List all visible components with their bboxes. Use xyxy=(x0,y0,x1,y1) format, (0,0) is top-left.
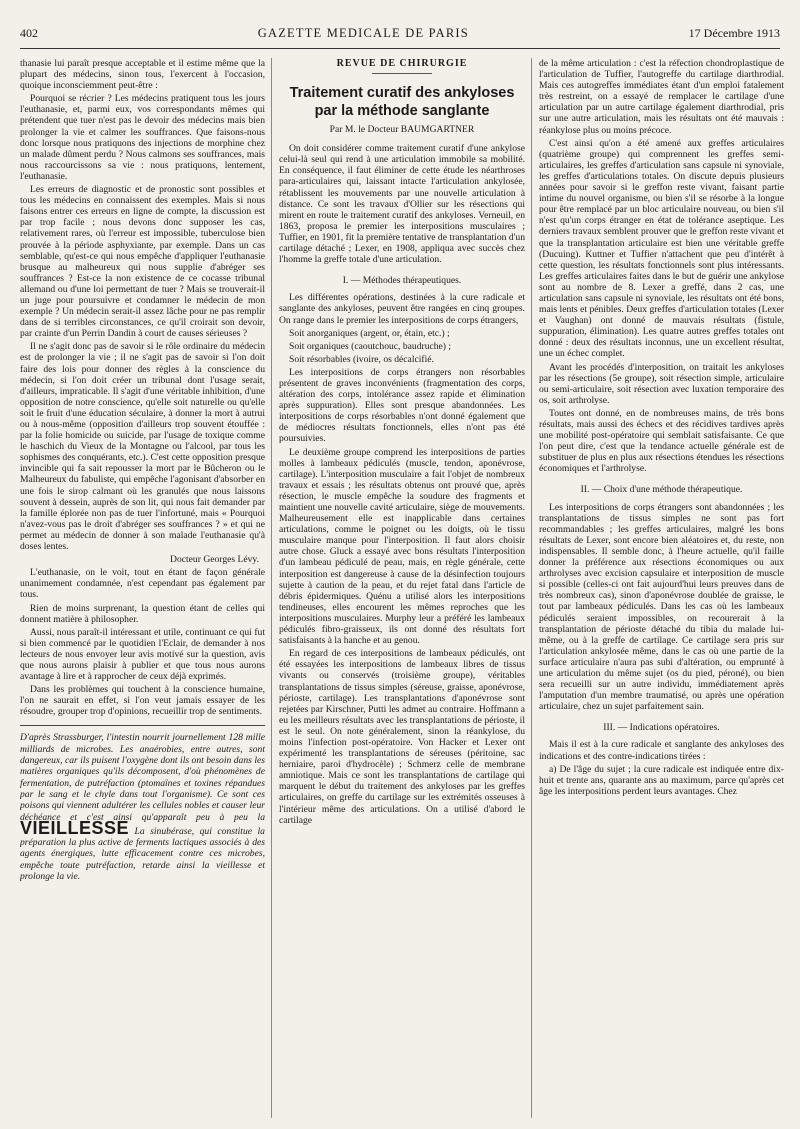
ad-text: La sinubérase, qui constitue la préparation la plus active de ferments lactiques associés à des agents énergiques, lutte efficacement contre ces microbes, empêche toute putréfaction, retarde ainsi la vieillesse et prolonge la vie. xyxy=(20,825,265,882)
issue-date: 17 Décembre 1913 xyxy=(688,26,780,40)
section-heading: III. — Indications opératoires. xyxy=(603,722,720,734)
paragraph: Aussi, nous paraît-il intéressant et utile, continuant ce qui fut si bien commencé par le quotidien l'Eclair, de demander à nos lecteurs de nous envoyer leur avis motivé sur la question, avis que nous aurons plaisir à publier et que tous nous aurons avantage à lire et à rapprocher de ceux déjà exprimés. xyxy=(20,626,265,683)
list-item: Soit résorbables (ivoire, os décalcifié. xyxy=(289,353,434,365)
article-title: Traitement curatif des ankyloses par la méthode sanglante xyxy=(289,85,515,120)
column-left xyxy=(20,58,265,1118)
paragraph: Les interpositions de corps étrangers sont abandonnées ; les transplantations de tissus simples ne sont pas fort recommandables ; les greffes articulaires, malgré les bons résultats de Lexer, sont encore bien aléatoires et, du reste, non indispensables. Il semble donc, à l'heure actuelle, qu'il faille donner la préférence aux résections économiques ou aux arthrolyses avec excision capsulaire et interposition de muscle si possible (celles-ci ont fait aujourd'hui leurs preuves dans de très nombreux cas), sinon d'aponévrose doublée de graisse, le tout par lambeaux pédiculés. Dans les cas où les lambeaux pédiculés seraient impossibles, on recourerait à la transplantation de périoste détaché du tibia du malade lui-même, ou à la greffe de cartilage. Ce cartilage sera pris sur l'articulation ankylosée même, dans le cas où une partie de la surface articulaire n'aura pas subi d'altération, ou emprunté à une articulation du même sujet (os du pied, péroné), ou bien sera recueilli sur un autre individu, immédiatement après l'amputation d'un membre traumatisé, ou après une opération articulaire, chez un sujet parfaitement sain. xyxy=(539,501,784,713)
paragraph: Les différentes opérations, destinées à la cure radicale et sanglante des ankyloses, peuvent être rangées en cinq groupes. On range dans le premier les interpositions de corps étrangers, xyxy=(279,292,525,326)
paragraph: Il ne s'agit donc pas de savoir si le rôle ordinaire du médecin est de prolonger la vie ; il ne s'agit pas de savoir si l'on doit faire des lois pour donner des règles à la conscience du médecin, si l'on doit créer un tribunal dont l'usage serait, d'ailleurs, impraticable. Il s'agit d'une véritable inhibition, d'une opposition de notre conscience, qu'elle soit naturelle ou qu'elle soit le fruit d'une éducation séculaire, à donner la mort à autrui ou à nous-même (opposition d'ailleurs trop souvent étouffée : par la folie homicide ou suicide, par l'usage de toxique comme le haschich du Vieux de la Montagne ou l'alcool, par tous les sophismes des conquérants, etc.). C'est cette opposition presque invincible qui fa sait repousser la mort par le Bûcheron ou le Malheureux du fabuliste, qui empêche l'agonisant d'absorber en une fois le sirop calmant où les granulés que nous laissons souvent à dessein, auprès de son lit, qui nous fait demander par la famille éplorée non pas de tuer l'infortuné, mais « Pourquoi n'avez-vous pas le droit d'abréger ses souffrances ? » et qui ne permet au médecin de donner à son malade l'euthanasie qu'à doses lentes. xyxy=(20,341,265,553)
section-heading: II. — Choix d'une méthode thérapeutique. xyxy=(580,484,743,496)
columns xyxy=(20,58,784,1118)
paragraph: On doit considérer comme traitement curatif d'une ankylose celui-là seul qui rend à une articulation immobile sa mobilité. En conséquence, il faut éliminer de cette étude les néarthroses para-articulaires qui, laissant intacte l'articulation ankylosée, rétablissent les mouvements par une nouvelle articulation à distance. Ce sont les travaux d'Ollier sur les résections qui mirent en route le traitement curatif des ankyloses. Verneuil, en 1863, proposa le premier les interpositions musculaires ; Tuffier, en 1901, fit la première tentative de transplantation d'un cartilage détaché ; Lexer, en 1908, appliqua avec succès chez l'homme la greffe totale d'une articulation. xyxy=(279,143,525,266)
paragraph: Les interpositions de corps étrangers non résorbables présentent de graves inconvénients (fragmentation des corps, altération des corps, intolérance assez rapide et élimination après suppuration). Elles sont presque abandonnées. Les interpositions de corps résorbables n'ont donné également que de médiocres résultats fonctionnels, elles n'ont pas été poursuivies. xyxy=(279,366,525,445)
paragraph: En regard de ces interpositions de lambeaux pédiculés, ont été essayées les interpositions de lambeaux libres de tissus vivants ou conservés (troisième groupe), véritables transplantations de tissus simples (séreuse, graisse, aponévrose, périoste, cartilage). Les transplantations d'aponévrose sont rejetées par Kirschner, Putti les admet au contraire. Hoffmann a eu les meilleurs résultats avec les transplantations de périoste, il est le seul. On note généralement, sinon la réankylose, du moins l'infection post-opératoire. Von Hacker et Lexer ont expérimenté les transplantations de séreuses (péritoine, sac herniaire, paroi d'hydrocèle) ; Schmerz celle de membrane amniotique. Mais ce sont les transplantations de cartilage qui marquent le début du traitement des ankyloses par les greffes articulaires, on greffe du cartilage sur les extrémités osseuses à l'intérieur même des articulations. On a utilisé d'abord le cartilage xyxy=(279,648,525,826)
separator-rule xyxy=(20,725,265,726)
paragraph: de la même articulation : c'est la réfection chondroplastique de l'articulation de Tuffier, l'autogreffe du cartilage diarthrodial. Mais ces autogreffes immédiates étant d'un emploi fatalement très restreint, on a essayé de remplacer le cartilage d'une articulation par un autre cartilage également diarthrodial, pris sur une autre articulation, mais les résultats ont été mauvais : réankylose plus ou moins précoce. xyxy=(539,58,784,136)
page-number: 402 xyxy=(20,26,38,40)
paragraph: thanasie lui paraît presque acceptable et il estime même que la plupart des médecins, sinon tous, l'exercent à l'occasion, quoique inconsciemment peut-être : xyxy=(20,58,265,92)
signature: Docteur Georges Lévy. xyxy=(170,554,259,566)
paragraph: L'euthanasie, on le voit, tout en étant de façon générale unanimement condamnée, n'est cependant pas également par tous. xyxy=(20,567,265,601)
advertisement xyxy=(20,732,265,882)
publication-title: GAZETTE MEDICALE DE PARIS xyxy=(257,26,469,40)
header-rule xyxy=(20,48,780,49)
paragraph: Toutes ont donné, en de nombreuses mains, de très bons résultats, mais aussi des échecs et des récidives tardives après une mobilité post-opératoire qui semblait satisfaisante. Ce que l'on peut dire, c'est que la tendance actuelle générale est de substituer de plus en plus aux résections étendues les résections économiques et l'arthrolyse. xyxy=(539,407,784,475)
paragraph: C'est ainsi qu'on a été amené aux greffes articulaires (quatrième groupe) qui comprennent les greffes semi-articulaires, les greffes d'articulation sans capsule ni synoviale, les greffes d'articulations totales. On discute depuis plusieurs années pour savoir si le greffon reste vivant, faisant partie intime du nouvel organisme, ou bien s'il se résorbe à la longue pour être remplacé par un bloc articulaire nouveau, ou bien s'il n'est qu'un corps étranger en état de tolérance aseptique. Les derniers travaux semblent prouver que le greffon reste vivant et que la transplantation articulaire est bien une véritable greffe (Ducuing). Kuttner et Tuffier n'attachent que peu d'intérêt à cette question, les résultats fonctionnels sont plus intéressants. Les greffes articulaires faites dans le but de guérir une ankylose sont au nombre de 8. Lexer a greffé, dans 2 cas, une articulation sans capsule ni synoviale, les résultats ont été bons, mais lents et pénibles. Deux greffes d'articulation totales (Lexer et Vaughan) ont donné de mauvais résultats (fistule, suppuration, élimination). Les quatre autres greffes totales ont donné : deux des résultats inconnus, une un excellent résultat, une un échec complet. xyxy=(539,137,784,360)
paragraph: a) De l'âge du sujet ; la cure radicale est indiquée entre dix-huit et trente ans, quarante ans au maximum, parce qu'après cet âge les interpositions perdent leurs avantages. Chez xyxy=(539,763,784,797)
paragraph: Le deuxième groupe comprend les interpositions de parties molles à lambeaux pédiculés (muscle, tendon, aponévrose, cartilage). L'interposition musculaire a fait l'objet de nombreux travaux et essais ; les résultats obtenus ont prouvé que, après résection, le muscle empêche la soudure des fragments et maintient une nouvelle cavité articulaire, siège de mouvements. Malheureusement elle est inapplicable dans certaines articulations, comme le poignet ou les doigts, où le tissu musculaire manque pour l'interposition. Il faut alors choisir autre chose. Gluck a essayé avec bons résultats l'interposition d'un lambeau pédiculé de peau, mais, en règle générale, cette interposition est dangereuse à cause de la désinfection toujours sujette à caution de la peau, et du rejet fatal dans l'article de débris épidermiques. Quénu a utilisé alors les interpositions tendineuses, elles encourent les mêmes reproches que les interpositions musculaires. Murphy leur a préféré les lambeaux pédiculés fibro-graisseux, ils ont donné des résultats fort satisfaisants à la hanche et au genou. xyxy=(279,446,525,647)
ad-text: D'après Strassburger, l'intestin nourrit journellement 128 mille milliards de microbes. Les anaérobies, entre autres, sont dangereux, car ils puisent l'oxygène dont ils ont besoin dans les matières organiques qu'ils décomposent, d'où phénomènes de fermentation, de putréfaction (ptomaïnes et toxines répandues par le sang et le chyle dans tout l'organisme). Ce sont ces poisons qui viennent adultérer les cellules nobles et causer leur déchéance et c'est ainsi qu'apparaît peu à peu la xyxy=(20,732,265,823)
list-item: Soit organiques (caoutchouc, baudruche) ; xyxy=(289,340,452,352)
byline: Par M. le Docteur BAUMGARTNER xyxy=(329,124,475,136)
paragraph: Avant les procédés d'interposition, on traitait les ankyloses par les résections (5e groupe), soit résection simple, articulaire ou semi-articulaire, soit résection avec luxation temporaire des os, soit arthrolyse. xyxy=(539,361,784,406)
paragraph: Pourquoi se récrier ? Les médecins pratiquent tous les jours l'euthanasie, et, parmi eux, vos correspondants mêmes qui prétendent que tuer n'est pas le devoir des médecins mais bien prolonger la vie et calmer les souffrances. Que faisons-nous donc lorsque nous pratiquons des injections de morphine chez un malade dûment perdu ? Nous calmons ses souffrances, mais nous raccourcissons sa vie : nous pratiquons, lentement, l'euthanasie. xyxy=(20,93,265,182)
paragraph: Dans les problèmes qui touchent à la conscience humaine, l'on ne saurait en effet, si l'on veut jamais essayer de les résoudre, grouper trop d'opinions, recueillir trop de sentiments. xyxy=(20,684,265,718)
ad-headline: VIEILLESSE xyxy=(20,817,130,838)
rubric-rule xyxy=(372,73,432,74)
paragraph: Les erreurs de diagnostic et de pronostic sont possibles et tous les médecins en connaissent des exemples. Mais si nous faisons entrer ces erreurs en ligne de compte, la discussion est par trop facile ; nous devons donc supposer les cas, relativement rares, où l'erreur est impossible, tuberculose bien prouvée à la période asphyxiante, par exemple. Dans un cas semblable, qu'est-ce qui nous empêche d'appliquer l'euthanasie brusque au malheureux qui nous supplie d'abréger ses souffrances ? Est-ce la non existence de ce cocasse tribunal allemand ou d'une loi permettant de tuer ? Mais se trouverait-il un juge pour poursuivre et condamner le médecin de mon exemple ? Un médecin serait-il assez lâche pour ne pas remplir dans de si terribles circonstances, ce qu'il croirait son devoir, par crainte d'un Perrin Dandin à court de causes sérieuses ? xyxy=(20,184,265,340)
list-item: Soit anorganiques (argent, or, étain, etc.) ; xyxy=(289,327,450,339)
paragraph: Mais il est à la cure radicale et sanglante des ankyloses des indications et des contre-indications tirées : xyxy=(539,739,784,762)
column-middle xyxy=(279,58,525,1118)
page-header xyxy=(20,26,780,46)
section-heading: I. — Méthodes thérapeutiques. xyxy=(342,275,462,287)
paragraph: Rien de moins surprenant, la question étant de celles qui donnent matière à philosopher. xyxy=(20,602,265,625)
column-right xyxy=(539,58,784,1118)
rubric-heading: REVUE DE CHIRURGIE xyxy=(336,58,468,69)
